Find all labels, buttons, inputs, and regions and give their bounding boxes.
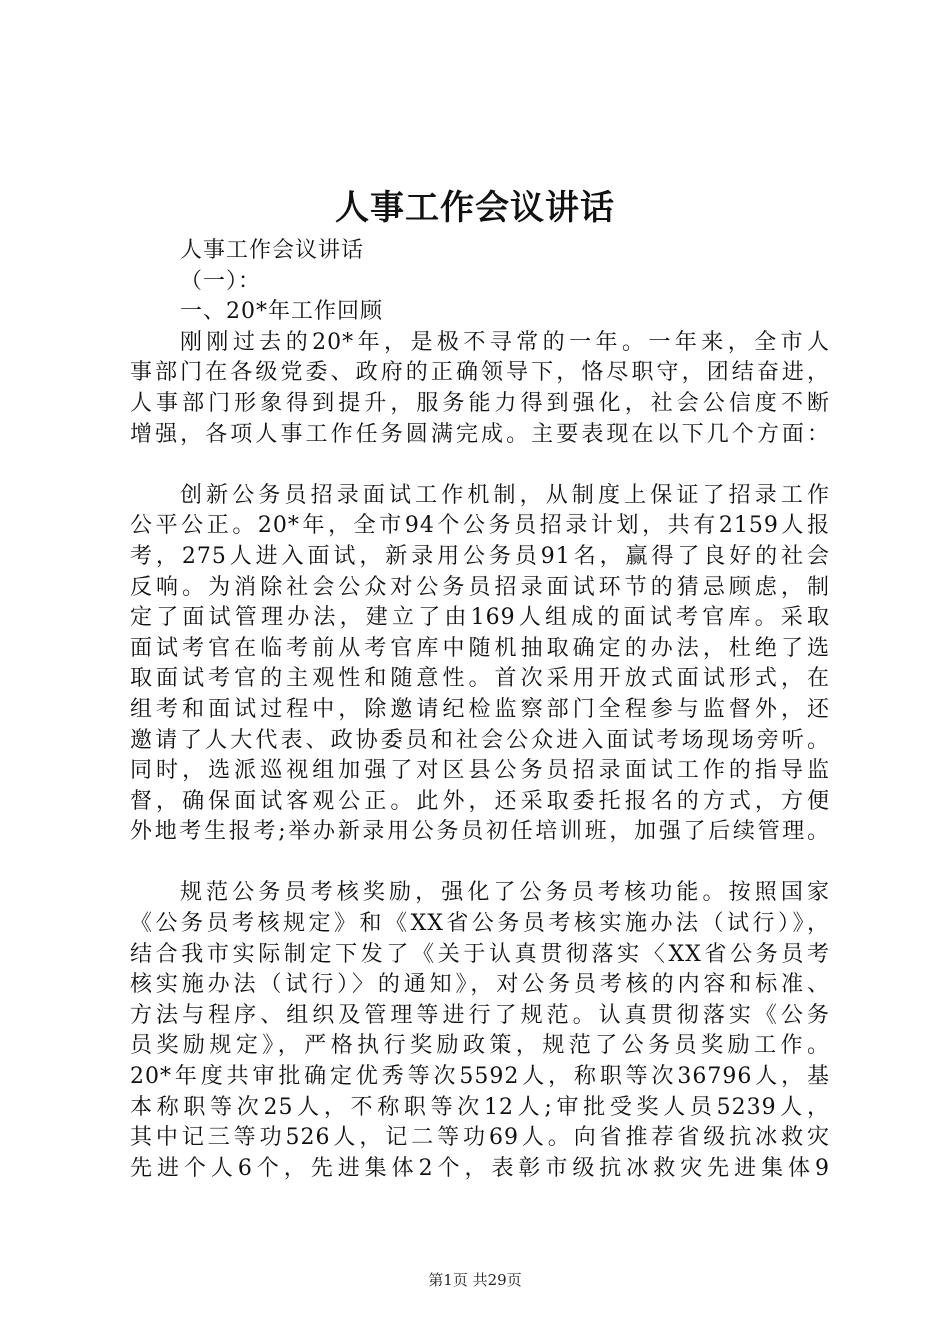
body-line: 创新公务员招录面试工作机制，从制度上保证了招录工作 bbox=[180, 482, 830, 508]
body-line: 外地考生报考;举办新录用公务员初任培训班，加强了后续管理。 bbox=[130, 819, 830, 845]
document-body bbox=[130, 236, 830, 1184]
body-line: 公平公正。20*年，全市94个公务员招录计划，共有2159人报 bbox=[130, 513, 830, 539]
body-line: 增强，各项人事工作任务圆满完成。主要表现在以下几个方面： bbox=[130, 421, 830, 447]
body-line: 人事部门形象得到提升，服务能力得到强化，社会公信度不断 bbox=[130, 390, 830, 416]
body-line: 面试考官在临考前从考官库中随机抽取确定的办法，杜绝了选 bbox=[130, 635, 830, 661]
body-line: 邀请了人大代表、政协委员和社会公众进入面试考场现场旁听。 bbox=[130, 727, 830, 753]
body-line: 取面试考官的主观性和随意性。首次采用开放式面试形式，在 bbox=[130, 666, 830, 692]
body-line: 先进个人6个，先进集体2个，表彰市级抗冰救灾先进集体9 bbox=[130, 1155, 830, 1181]
body-line: 人事工作会议讲话 bbox=[180, 238, 365, 263]
section-heading: 一、20*年工作回顾 bbox=[180, 299, 383, 325]
body-line: 核实施办法（试行）〉的通知》，对公务员考核的内容和标准、 bbox=[130, 972, 830, 998]
body-line: 刚刚过去的20*年，是极不寻常的一年。一年来，全市人 bbox=[180, 329, 830, 355]
body-line: 组考和面试过程中，除邀请纪检监察部门全程参与监督外，还 bbox=[130, 696, 830, 722]
body-line: 其中记三等功526人，记二等功69人。向省推荐省级抗冰救灾 bbox=[130, 1125, 830, 1151]
body-line: 事部门在各级党委、政府的正确领导下，恪尽职守，团结奋进， bbox=[130, 360, 830, 386]
paragraph-spacer bbox=[130, 848, 830, 879]
body-line: （一）： bbox=[180, 268, 262, 294]
paragraph-spacer bbox=[130, 450, 830, 481]
body-line: 方法与程序、组织及管理等进行了规范。认真贯彻落实《公务 bbox=[130, 1002, 830, 1028]
body-line: 20*年度共审批确定优秀等次5592人，称职等次36796人，基 bbox=[130, 1064, 830, 1090]
document-title: 人事工作会议讲话 bbox=[335, 188, 615, 228]
body-line: 结合我市实际制定下发了《关于认真贯彻落实〈XX省公务员考 bbox=[130, 941, 830, 967]
body-line: 本称职等次25人，不称职等次12人;审批受奖人员5239人， bbox=[130, 1094, 830, 1120]
body-line: 督，确保面试客观公正。此外，还采取委托报名的方式，方便 bbox=[130, 788, 830, 814]
body-line: 规范公务员考核奖励，强化了公务员考核功能。按照国家 bbox=[180, 880, 830, 906]
body-line: 同时，选派巡视组加强了对区县公务员招录面试工作的指导监 bbox=[130, 758, 830, 784]
body-line: 定了面试管理办法，建立了由169人组成的面试考官库。采取 bbox=[130, 605, 830, 631]
page-number-footer: 第1页 共29页 bbox=[428, 1271, 522, 1289]
body-line: 员奖励规定》，严格执行奖励政策，规范了公务员奖励工作。 bbox=[130, 1033, 830, 1059]
body-line: 《公务员考核规定》和《XX省公务员考核实施办法（试行）》， bbox=[130, 911, 830, 937]
body-line: 反响。为消除社会公众对公务员招录面试环节的猜忌顾虑，制 bbox=[130, 574, 830, 600]
body-line: 考，275人进入面试，新录用公务员91名，赢得了良好的社会 bbox=[130, 543, 830, 569]
